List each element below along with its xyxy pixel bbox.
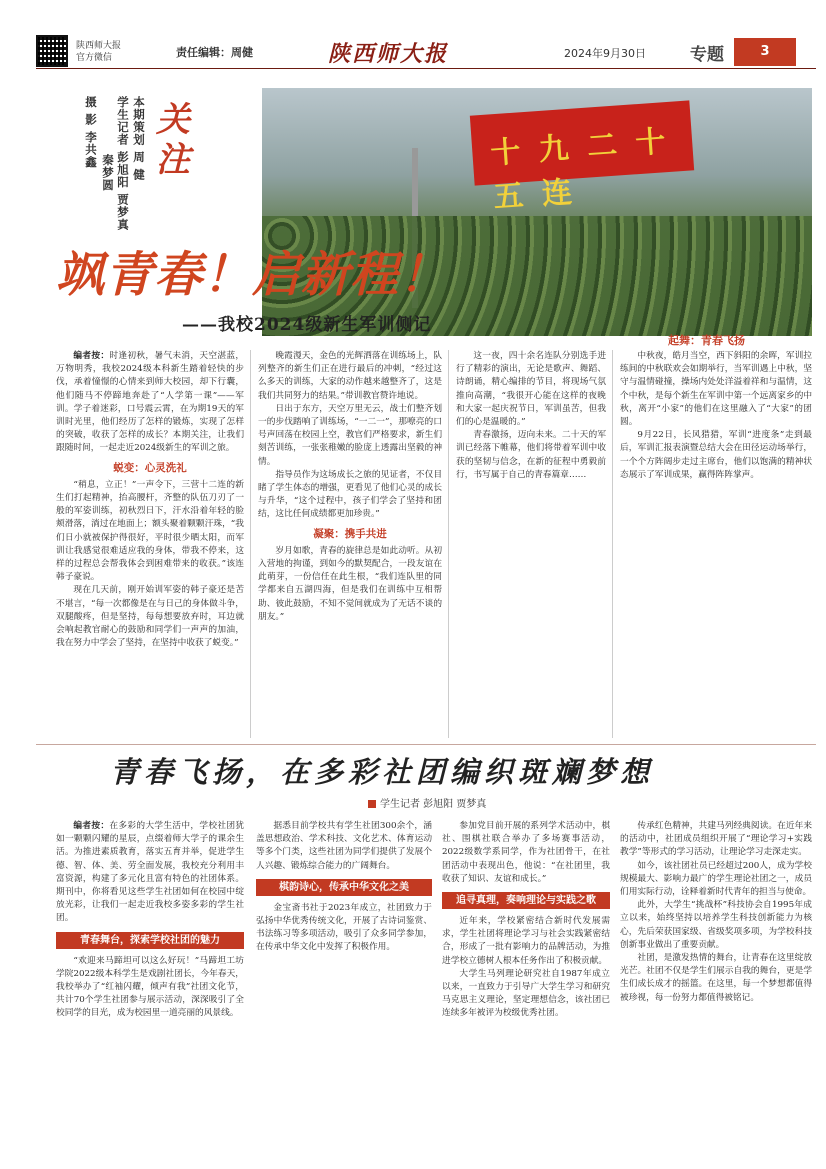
article2-column-4 (620, 820, 812, 1160)
credit-reporters: 学生记者 彭旭阳 贾梦真 (116, 96, 130, 232)
paragraph: 近年来，学校紧密结合新时代发展需求，学生社团将理论学习与社会实践紧密结合，形成了一批有影响力的品牌活动，为推进学校立德树人根本任务作出了积极贡献。 (442, 916, 610, 966)
flag-text: 十 九 二 十 五 连 (489, 123, 671, 216)
byline-text: 学生记者 彭旭阳 贾梦真 (380, 799, 487, 810)
article2-byline (368, 795, 486, 810)
editor-note-label: 编者按： (73, 351, 110, 361)
article2-section-heading-3: 追寻真理，奏响理论与实践之歌 (442, 892, 610, 909)
editor-note-label: 编者按： (73, 821, 110, 831)
credit-planner: 本期策划 周 健 (132, 96, 146, 182)
photo-caption: 起舞：青春飞扬 (668, 334, 745, 347)
page-number-badge: 3 (734, 38, 796, 66)
feature-subheadline: ——我校2024级新生军训侧记 (182, 315, 432, 335)
paragraph: 现在几天前，刚开始训军姿的韩子豪还是苦不堪言，“每一次都像是在与日己的身体做斗争，双腿酸疼，但是坚持，每每想要放弃时，耳边就会响起教官耐心的鼓励和同学们一声声的加油，我在努力中学会了坚持，在坚持中收获了蜕变。” (56, 585, 244, 649)
article2-section-heading-2: 棋韵诗心，传承中华文化之美 (256, 879, 432, 896)
paragraph: 大学生马列理论研究社自1987年成立以来，一直致力于引导广大学生学习和研究马克思主义理论，坚定理想信念，该社团已连续多年被评为校级优秀社团。 (442, 968, 610, 1019)
paragraph: 晚霞漫天，金色的光辉洒落在训练场上，队列整齐的新生们正在进行最后的冲刺，“经过这么多天的训练，大家的动作越来越整齐了，这是我们共同努力的结果。”带训教官赞许地说。 (258, 351, 442, 401)
editor-note-text: 时逢初秋，暑气未消，天空湛蓝，万物明秀，我校2024级本科新生踏着轻快的步伐，承着憧憬的心情来到师大校园，却下行囊，他们随马不停蹄地奔赴了“人学第一课”——军训。学子着迷彩，口号震云霄，在为期19天的军训时光里，他们经历了怎样的锻炼，实现了怎样的突破，收获了怎样的成长？本期关注，让我们跟随时间，一起走近2024级新生的军训之旅。 (56, 351, 244, 454)
section-label: 专题 (690, 45, 724, 65)
red-flag-banner (470, 100, 694, 216)
paragraph: 中秋夜，皓月当空，西下斜阳的余晖，军训拉练间的中秋联欢会如期举行，当军训遇上中秋，坚守与温情碰撞，操场内处处洋溢着祥和与温情，这个中秋，是每个新生在军训中第一个远离家乡的中秋，离开“小家”的他们在这里融入了“大家”的团圆。 (620, 351, 812, 428)
feature-headline: 飒青春！启新程！ (56, 247, 449, 303)
paragraph: 金宝斋书社于2023年成立，社团致力于弘扬中华优秀传统文化，开展了古诗词鉴赏、书法练习等多项活动，吸引了众多同学参加，在传承中华文化中发挥了积极作用。 (256, 902, 432, 953)
article2-column-3 (442, 820, 610, 1160)
article1-column-2 (258, 350, 442, 738)
paragraph: 青春激扬，迈向未来。二十天的军训已经落下帷幕，他们将带着军训中收获的坚韧与信念，在新的征程中勇毅前行，书写属于自己的青春篇章…… (456, 430, 606, 480)
credit-photographer: 摄 影 李共鑫 (84, 96, 98, 169)
section-kicker: 关注 (156, 100, 190, 180)
paragraph: 9月22日，长风猎猎，军训“进度条”走到最后，军训汇报表演暨总结大会在田径运动场举行，一个个方阵阔步走过主席台，他们以饱满的精神状态展示了军训成果，赢得阵阵掌声。 (620, 430, 812, 480)
article1-column-1 (56, 350, 244, 738)
issue-date: 2024年9月30日 (564, 47, 646, 60)
article2-column-2 (256, 820, 432, 1160)
newspaper-masthead: 陕西师大报 (328, 41, 449, 67)
article1-section-heading-2: 凝聚：携手共进 (313, 527, 387, 540)
editor-note-text: 在多彩的大学生活中，学校社团犹如一颗颗闪耀的星辰，点缀着师大学子的课余生活。为推进素质教育，落实五育并举，促进学生德、智、体、美、劳全面发展，我校充分利用丰富资源，构建了多元化且富有特色的社团体系。期刊中，你将看见这些学生社团如何在校园中绽放光彩，让我们一起走近我校多姿多彩的学生社团。 (56, 821, 244, 924)
column-divider (612, 350, 613, 738)
column-divider (250, 350, 251, 738)
paragraph: “稍息，立正！”一声令下，三营十二连的新生们打起精神，抬高腰杆，齐整的队伍刀刃了一般的军姿训练，初秋烈日下，汗水沿着年轻的脸颊滑落，淌过在地面上；额头聚着颗颗汗珠，“我们日小就被保护得很好，平时很少晒太阳，而军训让我感觉很难适应我的身体，带我不停来，这样的过程总会帮我体会到困难带来的收获。”该连韩子豪说。 (56, 479, 244, 583)
byline-square-icon (368, 800, 376, 808)
wechat-account-label: 陕西师大报 官方微信 (76, 41, 122, 63)
paragraph: 据悉目前学校共有学生社团300余个，涵盖思想政治、学术科技、文化艺术、体育运动等多个门类，这些社团为同学们提供了发展个人兴趣、锻炼综合能力的广阔舞台。 (256, 821, 432, 871)
paragraph: 参加党目前开展的系列学术活动中，棋社、围棋社联合举办了多场赛事活动，2022级数学系同学，作为社团骨干，在社团活动中表现出色，他说：“在社团里，我收获了知识、友谊和成长。” (442, 821, 610, 884)
paragraph: 这一夜，四十余名连队分别选手进行了精彩的演出，无论是歌声、舞蹈、诗朗诵，精心编排的节目，将现场气氛推向高潮，“我很开心能在这样的夜晚和大家一起庆祝节日，军训虽苦，但我们的心是温暖的。” (456, 351, 606, 428)
article1-section-heading-1: 蜕变：心灵洗礼 (113, 461, 187, 474)
paragraph: 岁月如歌，青春的旋律总是如此动听。从初入营地的拘谨，到如今的默契配合，一段友谊在此萌芽，一份信任在此生根，“我们连队里的同学都来自五湖四海，但是我们在训练中互相帮助、彼此鼓励，不知不觉间就成为了无话不谈的朋友。” (258, 545, 442, 622)
paragraph: 此外，大学生“挑战杯”科技协会自1995年成立以来，始终坚持以培养学生科技创新能力为核心，先后荣获国家级、省级奖项多项，为学校科技创新事业做出了重要贡献。 (620, 900, 812, 950)
credit-reporters-2: 秦梦圆 (101, 154, 115, 192)
paragraph: “欢迎来马蹄坦可以这么好玩！”马蹄坦工坊学院2022级本科学生是戏剧社团长，今年春天，我校举办了“红袖闪耀，倾声有我”社团文化节，共计70个学生社团参与展示活动，深深吸引了全校同学的目光，成为校园里一道亮丽的风景线。 (56, 955, 244, 1019)
paragraph: 日出于东方，天空万里无云，战士们整齐划一的步伐踏响了训练场，“一二一”，那嘹亮的口号声回荡在校园上空，教官们严格要求，新生们刻苦训练，一张张稚嫩的脸庞上透露出坚毅的神情。 (258, 403, 442, 467)
paragraph: 传承红色精神，共建马列经典阅读。在近年来的活动中，社团成员组织开展了“理论学习+实践教学”等形式的学习活动，让理论学习走深走实。 (620, 821, 812, 858)
article-separator (36, 744, 816, 745)
qr-code-icon[interactable] (36, 35, 68, 67)
responsible-editor: 责任编辑：周健 (176, 46, 253, 59)
article2-headline: 青春飞扬，在多彩社团编织斑斓梦想 (110, 755, 655, 789)
article2-column-1 (56, 820, 244, 1160)
paragraph: 如今，该社团社员已经超过200人，成为学校规模最大、影响力最广的学生理论社团之一，成员们用实际行动，诠释着新时代青年的担当与使命。 (620, 860, 812, 898)
article1-column-3 (456, 350, 606, 738)
article2-section-heading-1: 青春舞台，探索学校社团的魅力 (56, 932, 244, 949)
paragraph: 社团，是激发热情的舞台，让青春在这里绽放光芒。社团不仅是学生们展示自我的舞台，更是学生们成长成才的摇篮。在这里，每一个梦想都值得被珍视，每一份努力都值得被铭记。 (620, 953, 812, 1003)
article1-column-4 (620, 350, 812, 738)
column-divider (448, 350, 449, 738)
paragraph: 指导员作为这场成长之旅的见证者，不仅目睹了学生体态的增强，更看见了他们心灵的成长与升华，“这个过程中，孩子们学会了坚持和团结，这比任何成绩都更加珍贵。” (258, 469, 442, 520)
